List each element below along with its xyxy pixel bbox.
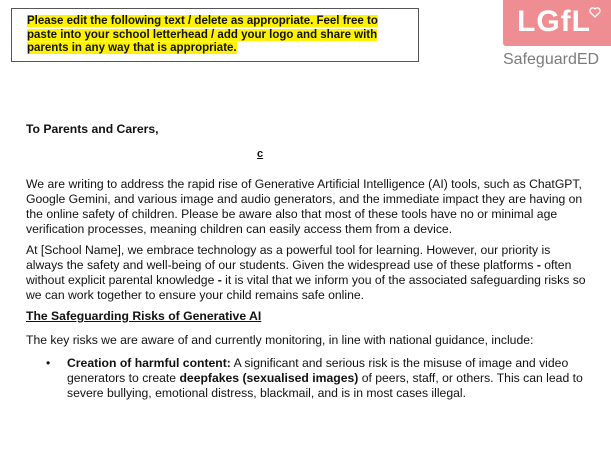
risks-heading: The Safeguarding Risks of Generative AI <box>26 309 262 323</box>
logo-subtitle: SafeguardED <box>503 51 600 68</box>
lgfl-safeguarded-logo <box>503 0 611 72</box>
heart-icon <box>589 7 601 18</box>
letter-greeting: To Parents and Carers, <box>26 122 159 136</box>
letter-subject: c <box>257 148 264 160</box>
paragraph-school-approach: At [School Name], we embrace technology as a powerful tool for learning. However, our priority is always the safety and well-being of our students. Given the widespread use of these platforms - often without explicit parental knowledge - it is vital that we inform you of the associated safeguarding risks so we can work together to ensure your child remains safe online. <box>26 243 586 302</box>
edit-instructions-box <box>11 8 419 62</box>
list-item: • Creation of harmful content: A significant and serious risk is the misuse of image and video generators to create deepfakes (sexualised images) of peers, staff, or others. This can lead to severe bullying, emotional distress, blackmail, and is in most cases illegal. <box>46 356 583 400</box>
bullet-icon: • <box>46 356 51 370</box>
letter-body <box>26 122 586 401</box>
edit-instructions-text: Please edit the following text / delete as appropriate. Feel free to paste into your school letterhead / add your logo and share with parents in any way that is appropriate. <box>27 15 378 54</box>
logo-brand-text: LGfL <box>517 5 591 38</box>
risks-intro: The key risks we are aware of and currently monitoring, in line with national guidance, include: <box>26 333 534 347</box>
paragraph-intro: We are writing to address the rapid rise of Generative Artificial Intelligence (AI) tools, such as ChatGPT, Google Gemini, and various image and audio generators, and the immediate impact they are having on the online safety of children. Please be aware also that most of these tools have no or minimal age verification processes, meaning children can easily access them from a device. <box>26 177 583 236</box>
logo-tile <box>503 0 611 46</box>
risks-list <box>26 356 586 401</box>
